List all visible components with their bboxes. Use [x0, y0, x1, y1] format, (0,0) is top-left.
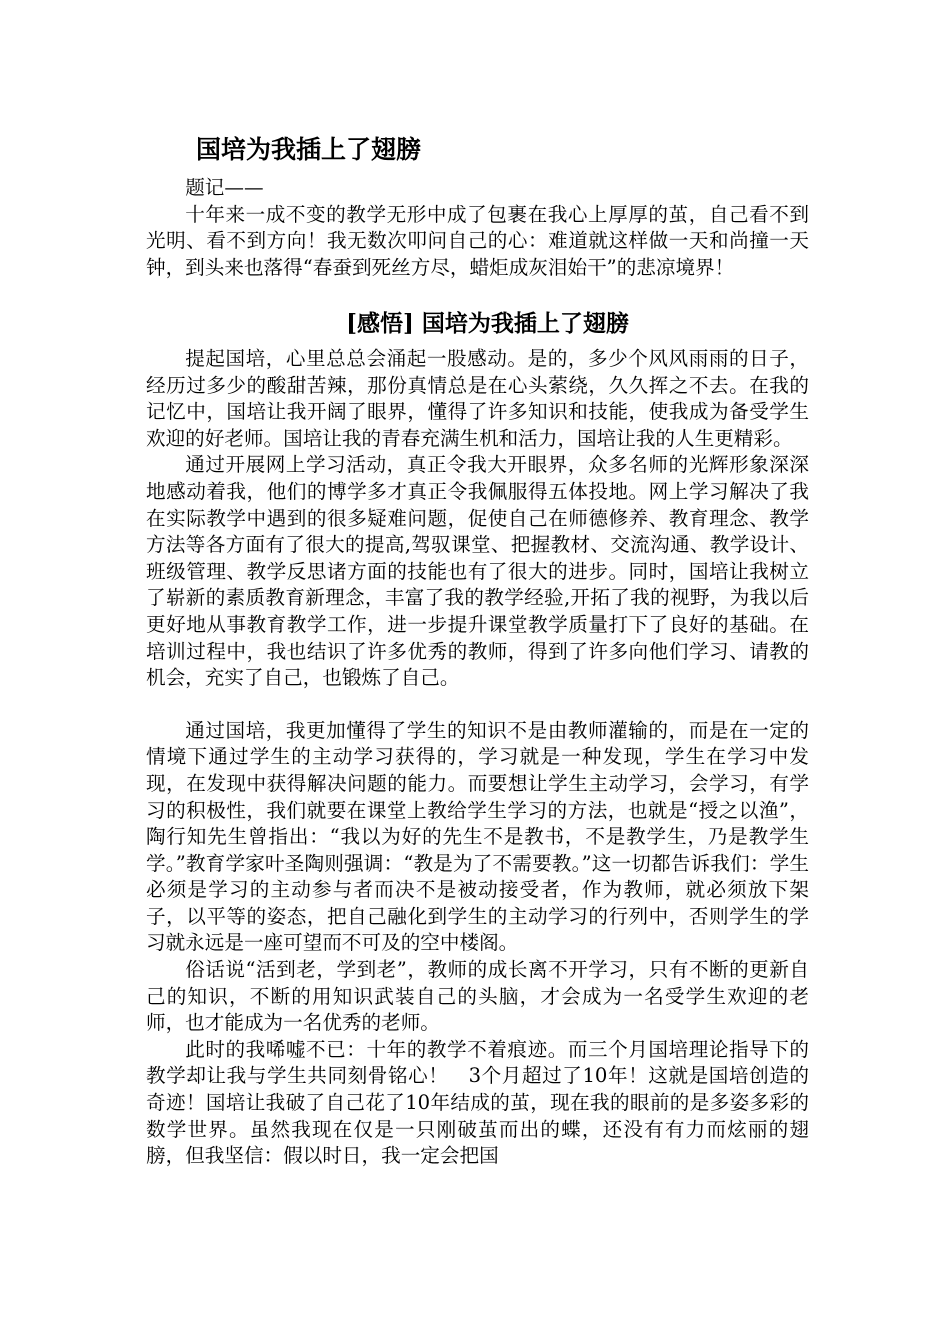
- paragraph-4: 俗话说“活到老，学到老”，教师的成长离不开学习，只有不断的更新自己的知识，不断的用知识武装自己的头脑，才会成为一名受学生欢迎的老师，也才能成为一名优秀的老师。: [146, 958, 809, 1035]
- epigraph-block: [146, 175, 809, 281]
- paragraph-3: 通过国培，我更加懂得了学生的知识不是由教师灌输的，而是在一定的情境下通过学生的主动学习获得的，学习就是一种发现，学生在学习中发现，在发现中获得解决问题的能力。而要想让学生主动学习，会学习，有学习的积极性，我们就要在课堂上教给学生学习的方法，也就是“授之以渔”，陶行知先生曾指出：“我以为好的先生不是教书，不是教学生，乃是教学生学。”教育学家叶圣陶则强调：“教是为了不需要教。”这一切都告诉我们：学生必须是学习的主动参与者而决不是被动接受者，作为教师，就必须放下架子，以平等的姿态，把自己融化到学生的主动学习的行列中，否则学生的学习就永远是一座可望而不可及的空中楼阁。: [146, 718, 809, 955]
- paragraph-1: 提起国培，心里总总会涌起一股感动。是的，多少个风风雨雨的日子，经历过多少的酸甜苦辣，那份真情总是在心头萦绕，久久挥之不去。在我的记忆中，国培让我开阔了眼界，懂得了许多知识和技能，使我成为备受学生欢迎的好老师。国培让我的青春充满生机和活力，国培让我的人生更精彩。: [146, 347, 809, 450]
- paragraph-2: 通过开展网上学习活动，真正令我大开眼界，众多名师的光辉形象深深地感动着我，他们的博学多才真正令我佩服得五体投地。网上学习解决了我在实际教学中遇到的很多疑难问题，促使自己在师德修养、教育理念、教学方法等各方面有了很大的提高,驾驭课堂、把握教材、交流沟通、教学设计、班级管理、教学反思诸方面的技能也有了很大的进步。同时，国培让我树立了崭新的素质教育新理念，丰富了我的教学经验,开拓了我的视野，为我以后更好地从事教育教学工作，进一步提升课堂教学质量打下了良好的基础。在培训过程中，我也结识了许多优秀的教师，得到了许多向他们学习、请教的机会，充实了自己，也锻炼了自己。: [146, 453, 809, 690]
- section-heading: [感悟] 国培为我插上了翅膀: [346, 310, 629, 337]
- epigraph-text: 十年来一成不变的教学无形中成了包裹在我心上厚厚的茧，自己看不到光明、看不到方向！我无数次叩问自己的心：难道就这样做一天和尚撞一天钟，到头来也落得“春蚕到死丝方尽，蜡炬成灰泪始干”的悲凉境界！: [146, 202, 809, 279]
- article-body: [146, 346, 809, 1170]
- paragraph-5: 此时的我唏嘘不已：十年的教学不着痕迹。而三个月国培理论指导下的教学却让我与学生共同刻骨铭心！ 3个月超过了10年！这就是国培创造的奇迹！国培让我破了自己花了10年结成的茧，现在我的眼前的是多姿多彩的数学世界。虽然我现在仅是一只刚破茧而出的蝶，还没有有力而炫丽的翅膀，但我坚信：假以时日，我一定会把国: [146, 1037, 809, 1168]
- epigraph-label: 题记——: [185, 176, 264, 199]
- document-title: 国培为我插上了翅膀: [196, 135, 422, 164]
